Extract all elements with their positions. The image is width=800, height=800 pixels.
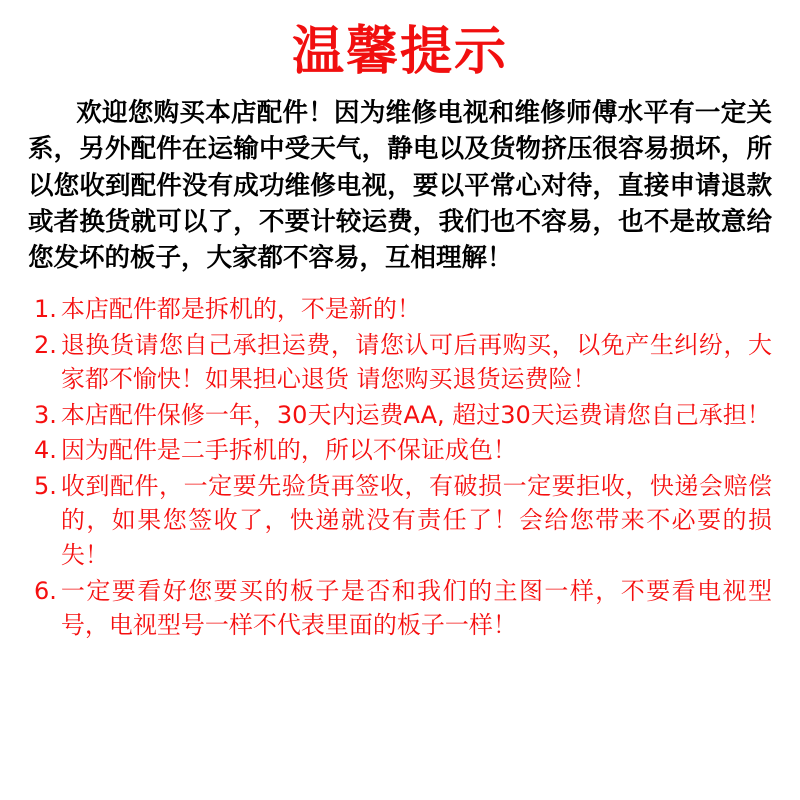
- intro-paragraph: [28, 95, 772, 276]
- list-item-text: 收到配件，一定要先验货再签收，有破损一定要拒收，快递会赔偿的，如果您签收了，快递就没有责任了！会给您带来不必要的损失！: [60, 471, 772, 570]
- list-item-text: 本店配件都是拆机的，不是新的！: [60, 295, 421, 324]
- list-item: [34, 398, 772, 433]
- list-item-number: 4.: [34, 436, 57, 465]
- list-item: [34, 574, 772, 643]
- list-item-number: 1.: [34, 295, 57, 324]
- page-title: 温馨提示: [291, 22, 508, 82]
- list-item-text: 本店配件保修一年，30天内运费AA, 超过30天运费请您自己承担！: [60, 400, 771, 429]
- list-item-number: 6.: [34, 576, 57, 605]
- list-item-number: 5.: [34, 471, 57, 500]
- rules-list: [26, 292, 774, 642]
- list-item: [34, 433, 772, 468]
- list-item: [34, 469, 772, 573]
- list-item-number: 2.: [34, 330, 57, 359]
- list-item: [34, 328, 772, 397]
- list-item-text: 退换货请您自己承担运费，请您认可后再购买，以免产生纠纷，大家都不愉快！如果担心退货 请您购买退货运费险！: [60, 330, 772, 394]
- list-item: [34, 292, 772, 327]
- list-item-number: 3.: [34, 400, 57, 429]
- list-item-text: 一定要看好您要买的板子是否和我们的主图一样，不要看电视型号，电视型号一样不代表里面的板子一样！: [60, 576, 772, 640]
- list-item-text: 因为配件是二手拆机的，所以不保证成色！: [60, 436, 517, 465]
- intro-text: 欢迎您购买本店配件！因为维修电视和维修师傅水平有一定关系，另外配件在运输中受天气，静电以及货物挤压很容易损坏，所以您收到配件没有成功维修电视，要以平常心对待，直接申请退款或者换货就可以了，不要计较运费，我们也不容易，也不是故意给您发坏的板子，大家都不容易，互相理解！: [28, 98, 772, 273]
